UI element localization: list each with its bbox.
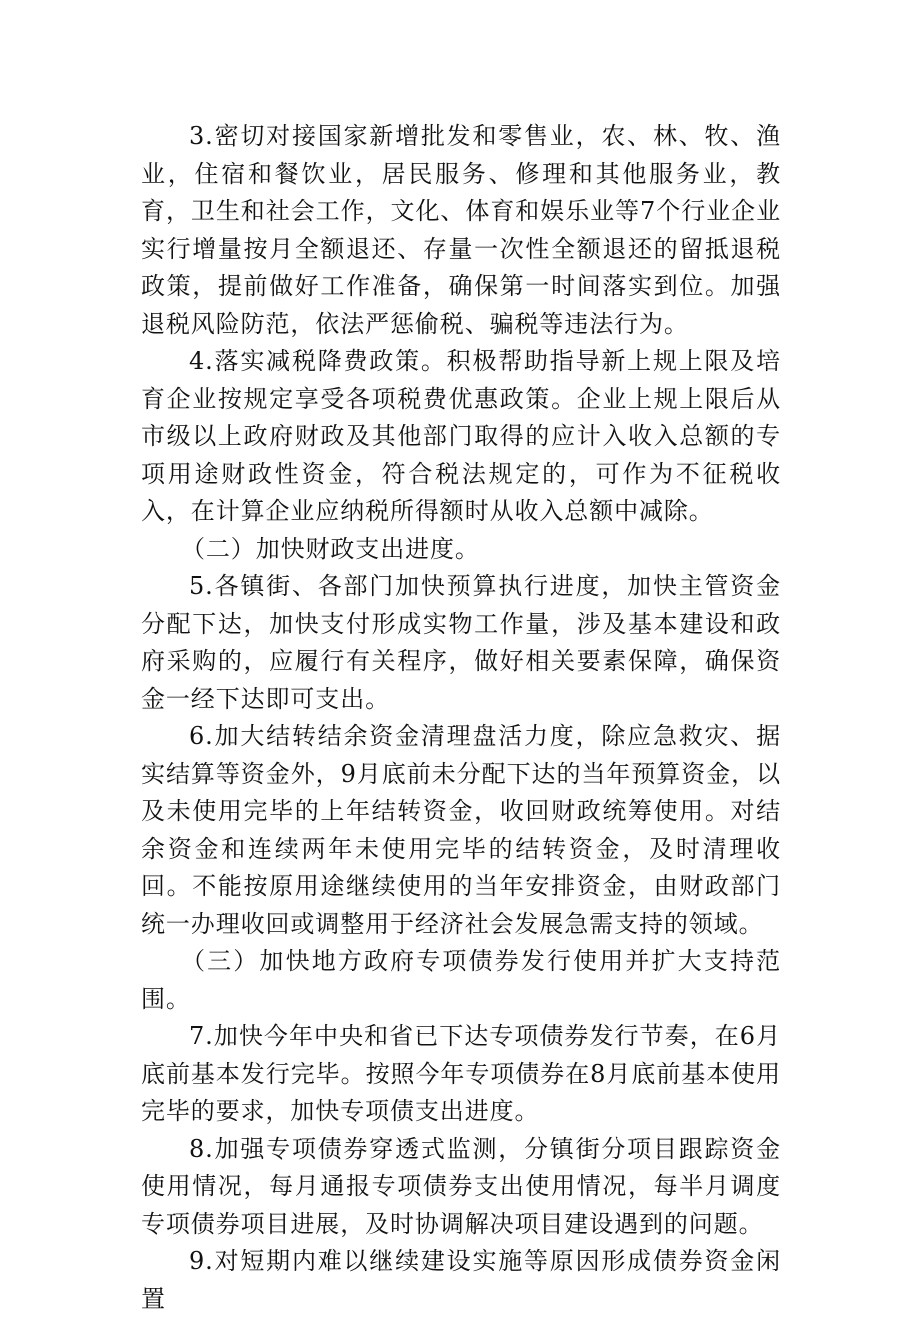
- paragraph-item-9: 9.对短期内难以继续建设实施等原因形成债券资金闲置: [141, 1247, 781, 1313]
- document-body: [141, 118, 781, 1318]
- paragraph-item-3: 3.密切对接国家新增批发和零售业，农、林、牧、渔业，住宿和餐饮业，居民服务、修理和其他服务业，教育，卫生和社会工作，文化、体育和娱乐业等7个行业企业实行增量按月全额退还、存量一次性全额退还的留抵退税政策，提前做好工作准备，确保第一时间落实到位。加强退税风险防范，依法严惩偷税、骗税等违法行为。: [141, 122, 781, 338]
- section-heading-3: （三）加快地方政府专项债券发行使用并扩大支持范围。: [141, 947, 781, 1013]
- paragraph-item-7: 7.加快今年中央和省已下达专项债券发行节奏，在6月底前基本发行完毕。按照今年专项债券在8月底前基本使用完毕的要求，加快专项债支出进度。: [141, 1022, 781, 1125]
- paragraph-item-5: 5.各镇街、各部门加快预算执行进度，加快主管资金分配下达，加快支付形成实物工作量，涉及基本建设和政府采购的，应履行有关程序，做好相关要素保障，确保资金一经下达即可支出。: [141, 572, 781, 713]
- paragraph-item-4: 4.落实减税降费政策。积极帮助指导新上规上限及培育企业按规定享受各项税费优惠政策。企业上规上限后从市级以上政府财政及其他部门取得的应计入收入总额的专项用途财政性资金，符合税法规定的，可作为不征税收入，在计算企业应纳税所得额时从收入总额中减除。: [141, 347, 781, 525]
- section-heading-2: （二）加快财政支出进度。: [181, 534, 480, 563]
- paragraph-item-6: 6.加大结转结余资金清理盘活力度，除应急救灾、据实结算等资金外，9月底前未分配下达的当年预算资金，以及未使用完毕的上年结转资金，收回财政统筹使用。对结余资金和连续两年未使用完毕的结转资金，及时清理收回。不能按原用途继续使用的当年安排资金，由财政部门统一办理收回或调整用于经济社会发展急需支持的领域。: [141, 722, 781, 938]
- paragraph-item-8: 8.加强专项债券穿透式监测，分镇街分项目跟踪资金使用情况，每月通报专项债券支出使用情况，每半月调度专项债券项目进展，及时协调解决项目建设遇到的问题。: [141, 1134, 781, 1238]
